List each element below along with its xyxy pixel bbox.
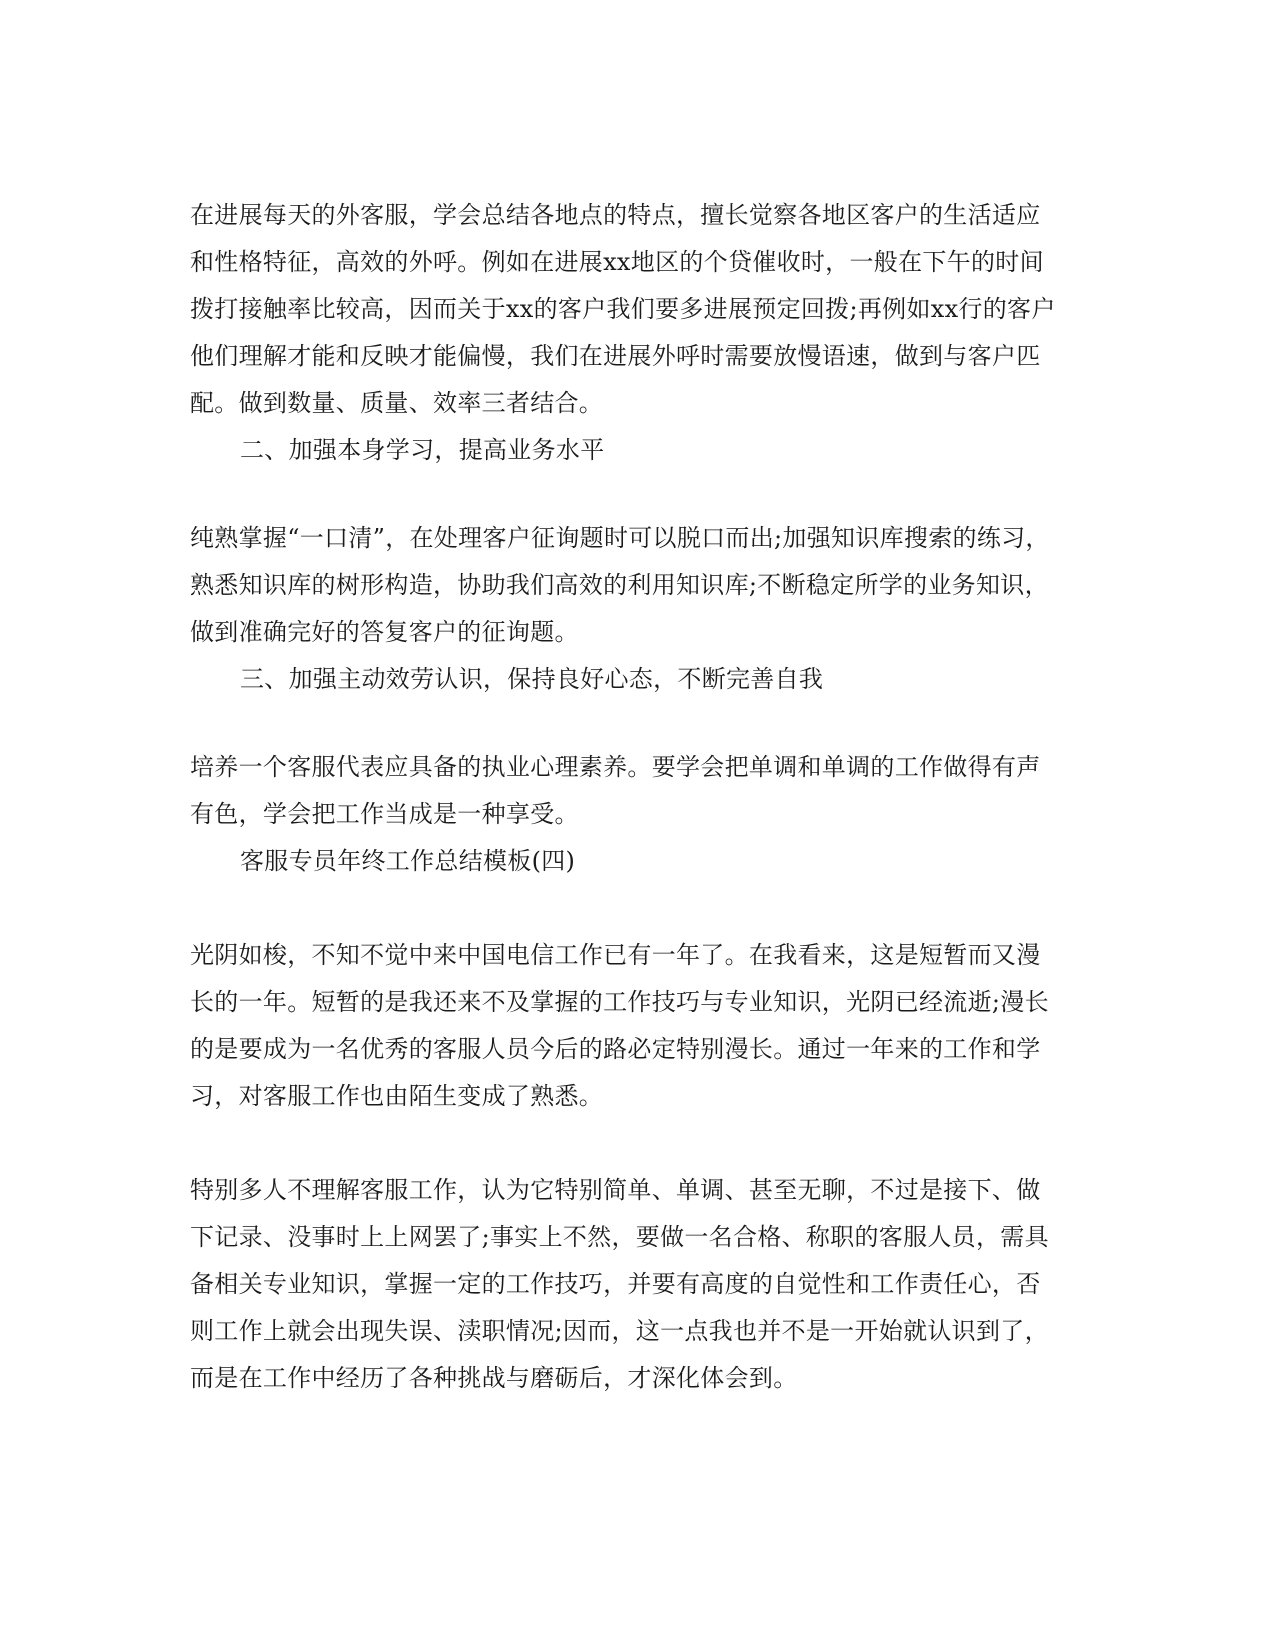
paragraph-line: 备相关专业知识，掌握一定的工作技巧，并要有高度的自觉性和工作责任心，否 xyxy=(190,1270,1041,1298)
paragraph-line: 习，对客服工作也由陌生变成了熟悉。 xyxy=(190,1082,604,1110)
paragraph-line: 和性格特征，高效的外呼。例如在进展xx地区的个贷催收时，一般在下午的时间 xyxy=(190,248,1044,276)
paragraph-line: 配。做到数量、质量、效率三者结合。 xyxy=(190,389,604,417)
paragraph-line: 长的一年。短暂的是我还来不及掌握的工作技巧与专业知识，光阴已经流逝;漫长 xyxy=(190,988,1049,1016)
paragraph-line: 而是在工作中经历了各种挑战与磨砺后，才深化体会到。 xyxy=(190,1364,798,1392)
paragraph-line: 纯熟掌握“一口清”，在处理客户征询题时可以脱口而出;加强知识库搜索的练习， xyxy=(190,524,1050,552)
paragraph-line: 他们理解才能和反映才能偏慢，我们在进展外呼时需要放慢语速，做到与客户匹 xyxy=(190,342,1041,370)
paragraph-line: 培养一个客服代表应具备的执业心理素养。要学会把单调和单调的工作做得有声 xyxy=(190,753,1041,781)
paragraph-line: 的是要成为一名优秀的客服人员今后的路必定特别漫长。通过一年来的工作和学 xyxy=(190,1035,1041,1063)
section-heading: 三、加强主动效劳认识，保持良好心态，不断完善自我 xyxy=(240,665,824,693)
paragraph-line: 熟悉知识库的树形构造，协助我们高效的利用知识库;不断稳定所学的业务知识， xyxy=(190,571,1049,599)
paragraph-line: 下记录、没事时上上网罢了;事实上不然，要做一名合格、称职的客服人员，需具 xyxy=(190,1223,1049,1251)
paragraph-line: 光阴如梭，不知不觉中来中国电信工作已有一年了。在我看来，这是短暂而又漫 xyxy=(190,941,1041,969)
paragraph-line: 有色，学会把工作当成是一种享受。 xyxy=(190,800,579,828)
section-heading: 二、加强本身学习，提高业务水平 xyxy=(240,436,605,464)
document-title: 客服专员年终工作总结模板(四) xyxy=(240,847,576,875)
paragraph-line: 特别多人不理解客服工作，认为它特别简单、单调、甚至无聊，不过是接下、做 xyxy=(190,1176,1041,1204)
paragraph-line: 在进展每天的外客服，学会总结各地点的特点，擅长觉察各地区客户的生活适应 xyxy=(190,201,1041,229)
paragraph-line: 则工作上就会出现失误、渎职情况;因而，这一点我也并不是一开始就认识到了， xyxy=(190,1317,1049,1345)
paragraph-line: 做到准确完好的答复客户的征询题。 xyxy=(190,618,579,646)
paragraph-line: 拨打接触率比较高，因而关于xx的客户我们要多进展预定回拨;再例如xx行的客户 xyxy=(190,295,1056,323)
